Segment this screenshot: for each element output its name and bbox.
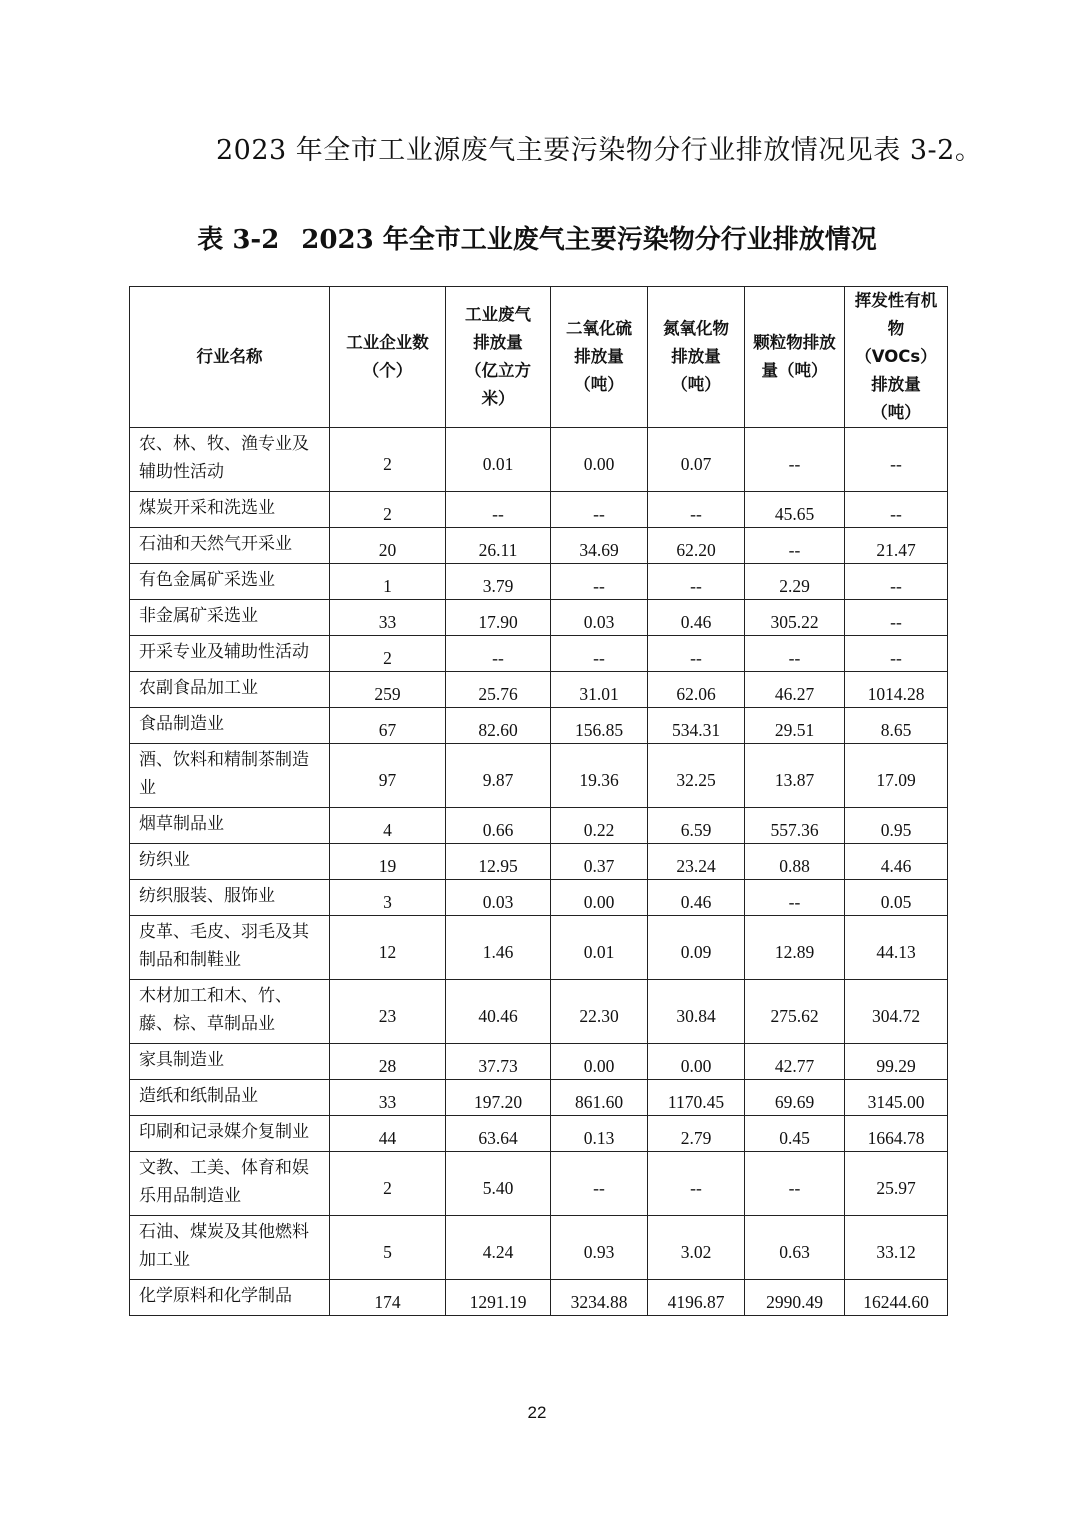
- exhaust-volume-cell: 40.46: [446, 980, 551, 1044]
- table-row: [130, 880, 948, 916]
- enterprise-count-cell: 2: [330, 492, 446, 528]
- so2-cell: 22.30: [551, 980, 648, 1044]
- enterprise-count-cell: 33: [330, 600, 446, 636]
- particulate-cell: 29.51: [745, 708, 845, 744]
- industry-name-cell: 有色金属矿采选业: [130, 564, 330, 600]
- nox-cell: 62.20: [648, 528, 745, 564]
- enterprise-count-cell: 44: [330, 1116, 446, 1152]
- exhaust-volume-cell: 4.24: [446, 1216, 551, 1280]
- exhaust-volume-cell: 12.95: [446, 844, 551, 880]
- enterprise-count-cell: 259: [330, 672, 446, 708]
- nox-cell: 2.79: [648, 1116, 745, 1152]
- nox-cell: 0.46: [648, 600, 745, 636]
- table-row: [130, 672, 948, 708]
- industry-name-cell: 食品制造业: [130, 708, 330, 744]
- table-row: [130, 980, 948, 1044]
- header-industry: 行业名称: [130, 287, 330, 428]
- exhaust-volume-cell: 25.76: [446, 672, 551, 708]
- nox-cell: --: [648, 564, 745, 600]
- header-vocs: 挥发性有机物（VOCs）排放量（吨）: [845, 287, 948, 428]
- industry-name-cell: 纺织服装、服饰业: [130, 880, 330, 916]
- vocs-cell: 44.13: [845, 916, 948, 980]
- industry-name-cell: 石油、煤炭及其他燃料加工业: [130, 1216, 330, 1280]
- so2-cell: --: [551, 1152, 648, 1216]
- enterprise-count-cell: 2: [330, 428, 446, 492]
- nox-cell: 0.00: [648, 1044, 745, 1080]
- nox-cell: 62.06: [648, 672, 745, 708]
- table-row: [130, 708, 948, 744]
- header-exhaust-volume: 工业废气排放量（亿立方米）: [446, 287, 551, 428]
- enterprise-count-cell: 28: [330, 1044, 446, 1080]
- table-row: [130, 1152, 948, 1216]
- nox-cell: 6.59: [648, 808, 745, 844]
- particulate-cell: --: [745, 528, 845, 564]
- so2-cell: 0.13: [551, 1116, 648, 1152]
- vocs-cell: 1664.78: [845, 1116, 948, 1152]
- exhaust-volume-cell: 5.40: [446, 1152, 551, 1216]
- exhaust-volume-cell: 1.46: [446, 916, 551, 980]
- particulate-cell: --: [745, 428, 845, 492]
- table-row: [130, 600, 948, 636]
- enterprise-count-cell: 3: [330, 880, 446, 916]
- enterprise-count-cell: 33: [330, 1080, 446, 1116]
- particulate-cell: 46.27: [745, 672, 845, 708]
- so2-cell: 0.22: [551, 808, 648, 844]
- so2-cell: 0.00: [551, 880, 648, 916]
- particulate-cell: 42.77: [745, 1044, 845, 1080]
- industry-name-cell: 煤炭开采和洗选业: [130, 492, 330, 528]
- so2-cell: --: [551, 636, 648, 672]
- table-row: [130, 1080, 948, 1116]
- header-nox: 氮氧化物排放量（吨）: [648, 287, 745, 428]
- exhaust-volume-cell: 63.64: [446, 1116, 551, 1152]
- vocs-cell: --: [845, 564, 948, 600]
- industry-name-cell: 文教、工美、体育和娱乐用品制造业: [130, 1152, 330, 1216]
- particulate-cell: 0.63: [745, 1216, 845, 1280]
- industry-name-cell: 纺织业: [130, 844, 330, 880]
- vocs-cell: 4.46: [845, 844, 948, 880]
- industry-name-cell: 农副食品加工业: [130, 672, 330, 708]
- exhaust-volume-cell: 37.73: [446, 1044, 551, 1080]
- table-row: [130, 1116, 948, 1152]
- table-row: [130, 1044, 948, 1080]
- vocs-cell: 1014.28: [845, 672, 948, 708]
- industry-name-cell: 酒、饮料和精制茶制造业: [130, 744, 330, 808]
- exhaust-volume-cell: 197.20: [446, 1080, 551, 1116]
- vocs-cell: 0.05: [845, 880, 948, 916]
- so2-cell: 0.00: [551, 1044, 648, 1080]
- industry-name-cell: 印刷和记录媒介复制业: [130, 1116, 330, 1152]
- table-row: [130, 916, 948, 980]
- particulate-cell: 0.45: [745, 1116, 845, 1152]
- so2-cell: 0.93: [551, 1216, 648, 1280]
- nox-cell: 534.31: [648, 708, 745, 744]
- nox-cell: 1170.45: [648, 1080, 745, 1116]
- table-row: [130, 744, 948, 808]
- particulate-cell: 0.88: [745, 844, 845, 880]
- table-row: [130, 1280, 948, 1316]
- particulate-cell: 45.65: [745, 492, 845, 528]
- exhaust-volume-cell: 0.01: [446, 428, 551, 492]
- vocs-cell: 3145.00: [845, 1080, 948, 1116]
- enterprise-count-cell: 23: [330, 980, 446, 1044]
- table-row: [130, 564, 948, 600]
- enterprise-count-cell: 19: [330, 844, 446, 880]
- industry-name-cell: 农、林、牧、渔专业及辅助性活动: [130, 428, 330, 492]
- table-header-row: [130, 287, 948, 428]
- particulate-cell: 69.69: [745, 1080, 845, 1116]
- exhaust-volume-cell: 0.03: [446, 880, 551, 916]
- industry-name-cell: 非金属矿采选业: [130, 600, 330, 636]
- so2-cell: --: [551, 492, 648, 528]
- industry-name-cell: 木材加工和木、竹、藤、棕、草制品业: [130, 980, 330, 1044]
- vocs-cell: 8.65: [845, 708, 948, 744]
- enterprise-count-cell: 1: [330, 564, 446, 600]
- so2-cell: --: [551, 564, 648, 600]
- vocs-cell: 304.72: [845, 980, 948, 1044]
- vocs-cell: 16244.60: [845, 1280, 948, 1316]
- industry-name-cell: 石油和天然气开采业: [130, 528, 330, 564]
- exhaust-volume-cell: 26.11: [446, 528, 551, 564]
- particulate-cell: 2990.49: [745, 1280, 845, 1316]
- table-row: [130, 844, 948, 880]
- nox-cell: 3.02: [648, 1216, 745, 1280]
- table-row: [130, 528, 948, 564]
- particulate-cell: 557.36: [745, 808, 845, 844]
- page-number: 22: [527, 1403, 547, 1422]
- enterprise-count-cell: 2: [330, 636, 446, 672]
- so2-cell: 0.00: [551, 428, 648, 492]
- nox-cell: 0.07: [648, 428, 745, 492]
- exhaust-volume-cell: 3.79: [446, 564, 551, 600]
- nox-cell: 0.46: [648, 880, 745, 916]
- table-row: [130, 492, 948, 528]
- vocs-cell: --: [845, 636, 948, 672]
- vocs-cell: 25.97: [845, 1152, 948, 1216]
- header-so2: 二氧化硫排放量（吨）: [551, 287, 648, 428]
- so2-cell: 156.85: [551, 708, 648, 744]
- nox-cell: --: [648, 492, 745, 528]
- particulate-cell: 275.62: [745, 980, 845, 1044]
- table-number: 表 3-2: [197, 225, 280, 255]
- particulate-cell: 2.29: [745, 564, 845, 600]
- enterprise-count-cell: 174: [330, 1280, 446, 1316]
- vocs-cell: --: [845, 600, 948, 636]
- enterprise-count-cell: 12: [330, 916, 446, 980]
- table-row: [130, 1216, 948, 1280]
- industry-name-cell: 家具制造业: [130, 1044, 330, 1080]
- nox-cell: 0.09: [648, 916, 745, 980]
- particulate-cell: --: [745, 1152, 845, 1216]
- table-body: [130, 428, 948, 1316]
- so2-cell: 3234.88: [551, 1280, 648, 1316]
- industry-name-cell: 造纸和纸制品业: [130, 1080, 330, 1116]
- so2-cell: 0.37: [551, 844, 648, 880]
- table-title: 2023 年全市工业废气主要污染物分行业排放情况: [301, 225, 877, 255]
- so2-cell: 0.03: [551, 600, 648, 636]
- header-particulate: 颗粒物排放量（吨）: [745, 287, 845, 428]
- vocs-cell: --: [845, 428, 948, 492]
- intro-paragraph: 2023 年全市工业源废气主要污染物分行业排放情况见表 3-2。: [216, 135, 983, 166]
- enterprise-count-cell: 2: [330, 1152, 446, 1216]
- industry-name-cell: 烟草制品业: [130, 808, 330, 844]
- nox-cell: 30.84: [648, 980, 745, 1044]
- so2-cell: 34.69: [551, 528, 648, 564]
- nox-cell: 32.25: [648, 744, 745, 808]
- emissions-table: [129, 286, 948, 1316]
- so2-cell: 19.36: [551, 744, 648, 808]
- industry-name-cell: 开采专业及辅助性活动: [130, 636, 330, 672]
- so2-cell: 0.01: [551, 916, 648, 980]
- nox-cell: --: [648, 636, 745, 672]
- nox-cell: 4196.87: [648, 1280, 745, 1316]
- enterprise-count-cell: 5: [330, 1216, 446, 1280]
- nox-cell: --: [648, 1152, 745, 1216]
- particulate-cell: --: [745, 880, 845, 916]
- particulate-cell: 13.87: [745, 744, 845, 808]
- exhaust-volume-cell: 17.90: [446, 600, 551, 636]
- table-caption: [0, 219, 1074, 256]
- enterprise-count-cell: 97: [330, 744, 446, 808]
- header-enterprise-count: 工业企业数（个）: [330, 287, 446, 428]
- vocs-cell: 33.12: [845, 1216, 948, 1280]
- particulate-cell: 305.22: [745, 600, 845, 636]
- table-row: [130, 428, 948, 492]
- exhaust-volume-cell: 9.87: [446, 744, 551, 808]
- exhaust-volume-cell: 82.60: [446, 708, 551, 744]
- vocs-cell: 17.09: [845, 744, 948, 808]
- enterprise-count-cell: 67: [330, 708, 446, 744]
- vocs-cell: 0.95: [845, 808, 948, 844]
- exhaust-volume-cell: --: [446, 636, 551, 672]
- enterprise-count-cell: 20: [330, 528, 446, 564]
- industry-name-cell: 皮革、毛皮、羽毛及其制品和制鞋业: [130, 916, 330, 980]
- vocs-cell: 99.29: [845, 1044, 948, 1080]
- so2-cell: 861.60: [551, 1080, 648, 1116]
- exhaust-volume-cell: 0.66: [446, 808, 551, 844]
- exhaust-volume-cell: 1291.19: [446, 1280, 551, 1316]
- enterprise-count-cell: 4: [330, 808, 446, 844]
- particulate-cell: 12.89: [745, 916, 845, 980]
- vocs-cell: 21.47: [845, 528, 948, 564]
- industry-name-cell: 化学原料和化学制品: [130, 1280, 330, 1316]
- nox-cell: 23.24: [648, 844, 745, 880]
- vocs-cell: --: [845, 492, 948, 528]
- table-row: [130, 808, 948, 844]
- so2-cell: 31.01: [551, 672, 648, 708]
- particulate-cell: --: [745, 636, 845, 672]
- exhaust-volume-cell: --: [446, 492, 551, 528]
- table-row: [130, 636, 948, 672]
